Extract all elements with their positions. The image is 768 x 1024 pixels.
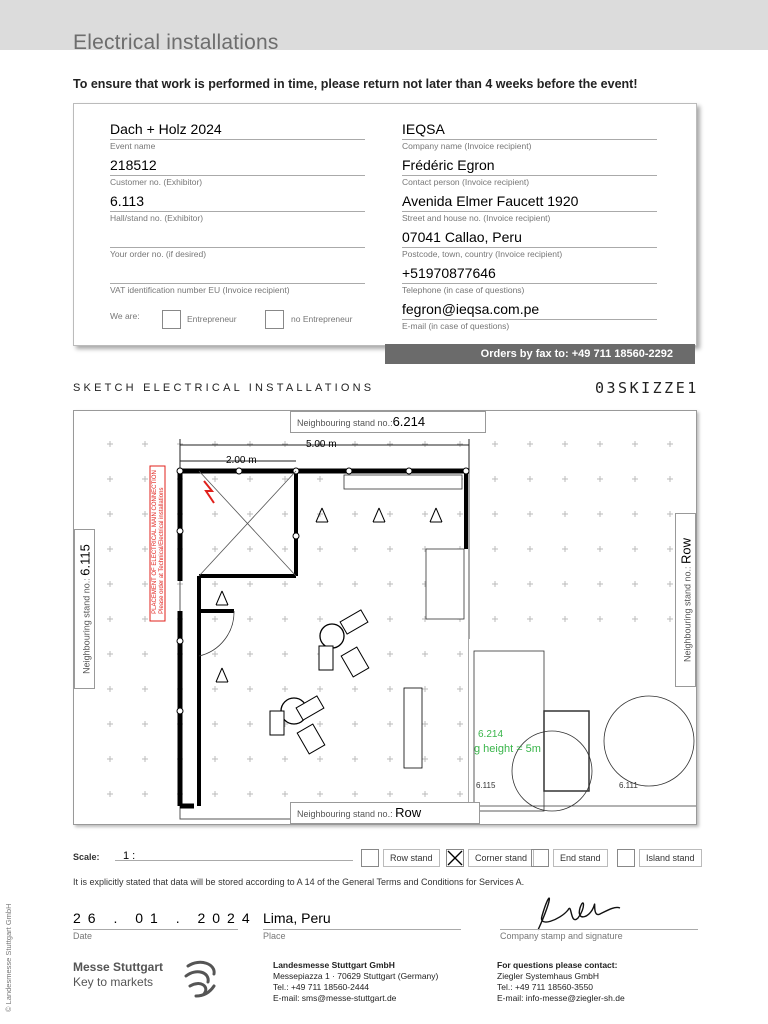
mini-label-right: 6.111 bbox=[619, 781, 638, 790]
data-storage-notice: It is explicitly stated that data will be stored according to A 14 of the General Terms and Conditions for Services A. bbox=[73, 877, 525, 887]
neighbour-top[interactable]: Neighbouring stand no.:6.214 bbox=[290, 411, 486, 433]
customer-form bbox=[73, 103, 697, 346]
scale-line bbox=[115, 860, 353, 861]
neighbour-right[interactable]: Neighbouring stand no.: Row bbox=[675, 513, 696, 687]
end-stand-checkbox[interactable] bbox=[531, 849, 549, 867]
row-stand-option[interactable]: Row stand bbox=[361, 849, 456, 865]
neighbour-bottom-value: Row bbox=[395, 805, 422, 820]
fax-bar bbox=[385, 344, 695, 364]
neighbour-right-value: Row bbox=[678, 537, 693, 564]
contact-person-field[interactable]: Frédéric Egron Contact person (Invoice recipient) bbox=[402, 156, 657, 187]
island-stand-option[interactable]: Island stand bbox=[617, 849, 697, 865]
email-field[interactable]: fegron@ieqsa.com.pe E-mail (in case of questions) bbox=[402, 300, 657, 331]
vat-id-field[interactable]: VAT identification number EU (Invoice recipient) bbox=[110, 264, 365, 295]
check-x-icon bbox=[447, 850, 463, 866]
dimension-width: 5.00 m bbox=[306, 439, 337, 450]
fax-label: Orders by fax to: +49 711 18560-2292 bbox=[480, 348, 673, 360]
order-no-field[interactable]: Your order no. (if desired) bbox=[110, 228, 365, 259]
copyright-side-text: © Landesmesse Stuttgart GmbH bbox=[4, 903, 13, 1012]
organizer-info bbox=[273, 960, 438, 1004]
sketch-area[interactable] bbox=[73, 410, 697, 825]
organizer-email[interactable]: E-mail: sms@messe-stuttgart.de bbox=[273, 993, 397, 1003]
no-entrepreneur-label: no Entrepreneur bbox=[291, 314, 353, 324]
main-connection-marker bbox=[148, 467, 170, 617]
page-title: Electrical installations bbox=[73, 31, 279, 54]
neighbour-left-value: 6.115 bbox=[77, 544, 92, 576]
entrepreneur-label: Entrepreneur bbox=[187, 314, 237, 324]
corner-stand-option[interactable]: Corner stand bbox=[446, 849, 531, 865]
we-are-label: We are: bbox=[110, 311, 140, 321]
event-name-field[interactable]: Dach + Holz 2024 Event name bbox=[110, 120, 365, 151]
stamp-label: Company stamp and signature bbox=[500, 931, 623, 941]
row-stand-checkbox[interactable] bbox=[361, 849, 379, 867]
neighbour-left[interactable]: Neighbouring stand no.: 6.115 bbox=[74, 529, 95, 689]
date-label: Date bbox=[73, 931, 93, 941]
entrepreneur-checkbox[interactable] bbox=[162, 310, 181, 329]
contact-tel: Tel.: +49 711 18560-3550 bbox=[497, 982, 594, 992]
telephone-field[interactable]: +51970877646 Telephone (in case of questions) bbox=[402, 264, 657, 295]
brand-name: Messe Stuttgart bbox=[73, 960, 164, 974]
main-connection-note: Please order at Technical/Electrical installations bbox=[159, 487, 165, 614]
organizer-tel: Tel.: +49 711 18560-2444 bbox=[273, 982, 370, 992]
corner-stand-checkbox[interactable] bbox=[446, 849, 464, 867]
sketch-title: SKETCH ELECTRICAL INSTALLATIONS bbox=[73, 382, 375, 394]
deadline-instruction: To ensure that work is performed in time, please return not later than 4 weeks before the event! bbox=[73, 77, 638, 91]
sketch-code: 03SKIZZE1 bbox=[595, 379, 699, 397]
contact-info bbox=[497, 960, 625, 1004]
place-line bbox=[263, 929, 461, 930]
main-connection-label: PLACEMENT OF ELECTRICAL MAIN CONNECTION bbox=[152, 470, 158, 614]
island-stand-checkbox[interactable] bbox=[617, 849, 635, 867]
brand-tagline: Key to markets bbox=[73, 975, 154, 989]
hall-stand-field[interactable]: 6.113 Hall/stand no. (Exhibitor) bbox=[110, 192, 365, 223]
no-entrepreneur-checkbox[interactable] bbox=[265, 310, 284, 329]
end-stand-option[interactable]: End stand bbox=[531, 849, 611, 865]
organizer-name: Landesmesse Stuttgart GmbH bbox=[273, 960, 395, 970]
organizer-address: Messepiazza 1 · 70629 Stuttgart (Germany) bbox=[273, 971, 439, 981]
scale-label: Scale: bbox=[73, 852, 100, 862]
stamp-line bbox=[500, 929, 698, 930]
neighbour-top-value: 6.214 bbox=[392, 414, 426, 429]
company-name-field[interactable]: IEQSA Company name (Invoice recipient) bbox=[402, 120, 657, 151]
contact-title: For questions please contact: bbox=[497, 960, 618, 970]
date-line bbox=[73, 929, 238, 930]
mini-label-stand: 6.214 bbox=[478, 729, 504, 740]
mini-label-left: 6.115 bbox=[476, 781, 496, 790]
contact-email[interactable]: E-mail: info-messe@ziegler-sh.de bbox=[497, 993, 625, 1003]
dimension-inner: 2.00 m bbox=[226, 455, 257, 466]
postcode-town-field[interactable]: 07041 Callao, Peru Postcode, town, country (Invoice recipient) bbox=[402, 228, 657, 259]
scale-value[interactable]: 1 : bbox=[123, 850, 136, 862]
customer-no-field[interactable]: 218512 Customer no. (Exhibitor) bbox=[110, 156, 365, 187]
messe-logo-icon bbox=[180, 956, 222, 1002]
street-field[interactable]: Avenida Elmer Faucett 1920 Street and house no. (Invoice recipient) bbox=[402, 192, 657, 223]
place-field[interactable]: Lima, Peru bbox=[263, 910, 331, 926]
mini-label-height: g height = 5m bbox=[474, 743, 541, 755]
contact-name: Ziegler Systemhaus GmbH bbox=[497, 971, 600, 981]
date-field[interactable]: 26 . 01 . 2024 bbox=[73, 910, 257, 926]
place-label: Place bbox=[263, 931, 286, 941]
neighbour-bottom[interactable]: Neighbouring stand no.: Row bbox=[290, 802, 480, 824]
